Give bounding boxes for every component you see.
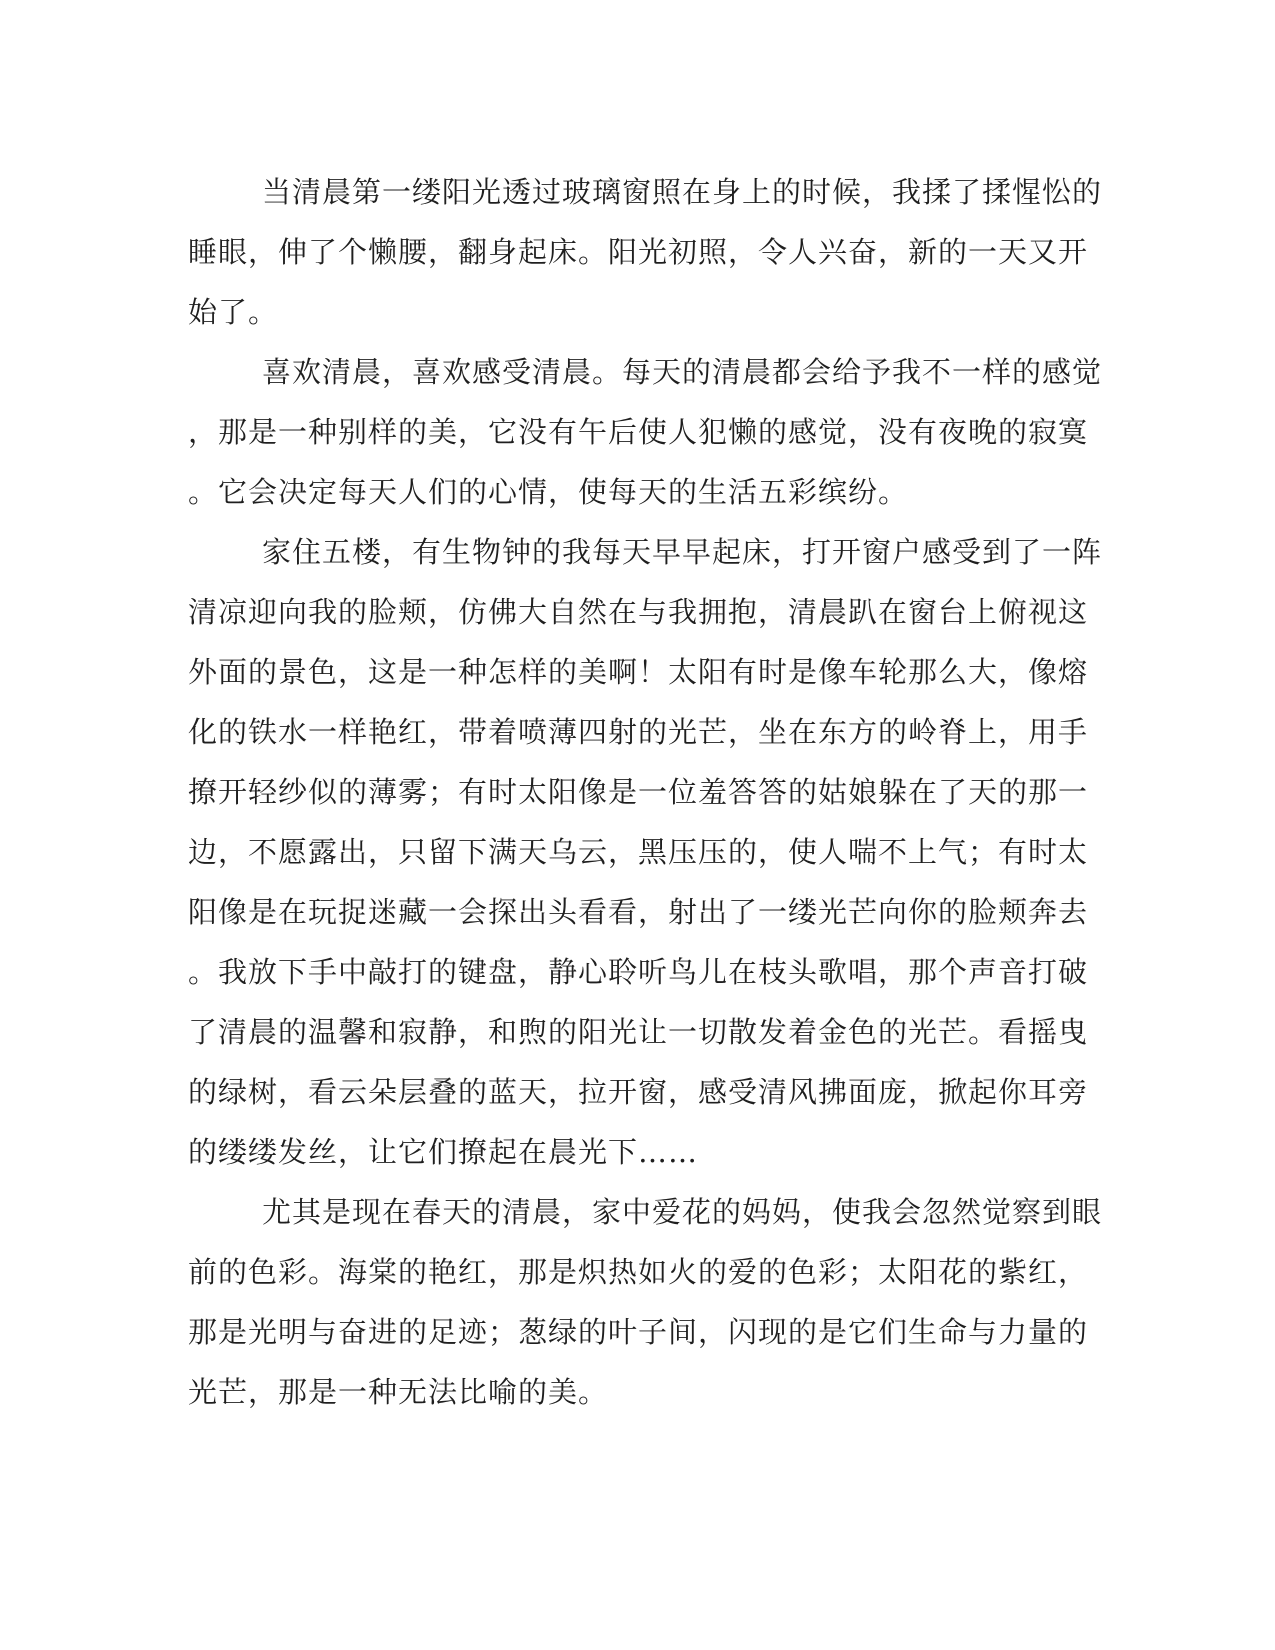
text-line: 边，不愿露出，只留下满天乌云，黑压压的，使人喘不上气；有时太: [188, 835, 1089, 869]
essay-body: [188, 162, 1103, 1422]
text-line: 清凉迎向我的脸颊，仿佛大自然在与我拥抱，清晨趴在窗台上俯视这: [188, 595, 1089, 629]
text-line: 的缕缕发丝，让它们撩起在晨光下……: [188, 1135, 699, 1169]
text-line: 撩开轻纱似的薄雾；有时太阳像是一位羞答答的姑娘躲在了天的那一: [188, 775, 1089, 809]
text-line: 当清晨第一缕阳光透过玻璃窗照在身上的时候，我揉了揉惺忪的: [262, 175, 1103, 209]
text-line: 喜欢清晨，喜欢感受清晨。每天的清晨都会给予我不一样的感觉: [262, 355, 1103, 389]
text-line: 光芒，那是一种无法比喻的美。: [188, 1375, 609, 1409]
text-line: 化的铁水一样艳红，带着喷薄四射的光芒，坐在东方的岭脊上，用手: [188, 715, 1089, 749]
text-line: 始了。: [188, 295, 279, 329]
text-line: 的绿树，看云朵层叠的蓝天，拉开窗，感受清风拂面庞，掀起你耳旁: [188, 1075, 1089, 1109]
text-line: 。它会决定每天人们的心情，使每天的生活五彩缤纷。: [188, 475, 909, 509]
text-line: 那是光明与奋进的足迹；葱绿的叶子间，闪现的是它们生命与力量的: [188, 1315, 1089, 1349]
text-line: 尤其是现在春天的清晨，家中爱花的妈妈，使我会忽然觉察到眼: [262, 1195, 1103, 1229]
text-line: 外面的景色，这是一种怎样的美啊！太阳有时是像车轮那么大，像熔: [188, 655, 1089, 689]
text-line: 家住五楼，有生物钟的我每天早早起床，打开窗户感受到了一阵: [262, 535, 1103, 569]
text-line: 睡眼，伸了个懒腰，翻身起床。阳光初照，令人兴奋，新的一天又开: [188, 235, 1089, 269]
text-line: 阳像是在玩捉迷藏一会探出头看看，射出了一缕光芒向你的脸颊奔去: [188, 895, 1089, 929]
text-line: 前的色彩。海棠的艳红，那是炽热如火的爱的色彩；太阳花的紫红，: [188, 1255, 1089, 1289]
text-line: 了清晨的温馨和寂静，和煦的阳光让一切散发着金色的光芒。看摇曳: [188, 1015, 1089, 1049]
text-line: ，那是一种别样的美，它没有午后使人犯懒的感觉，没有夜晚的寂寞: [188, 415, 1089, 449]
text-line: 。我放下手中敲打的键盘，静心聆听鸟儿在枝头歌唱，那个声音打破: [188, 955, 1089, 989]
